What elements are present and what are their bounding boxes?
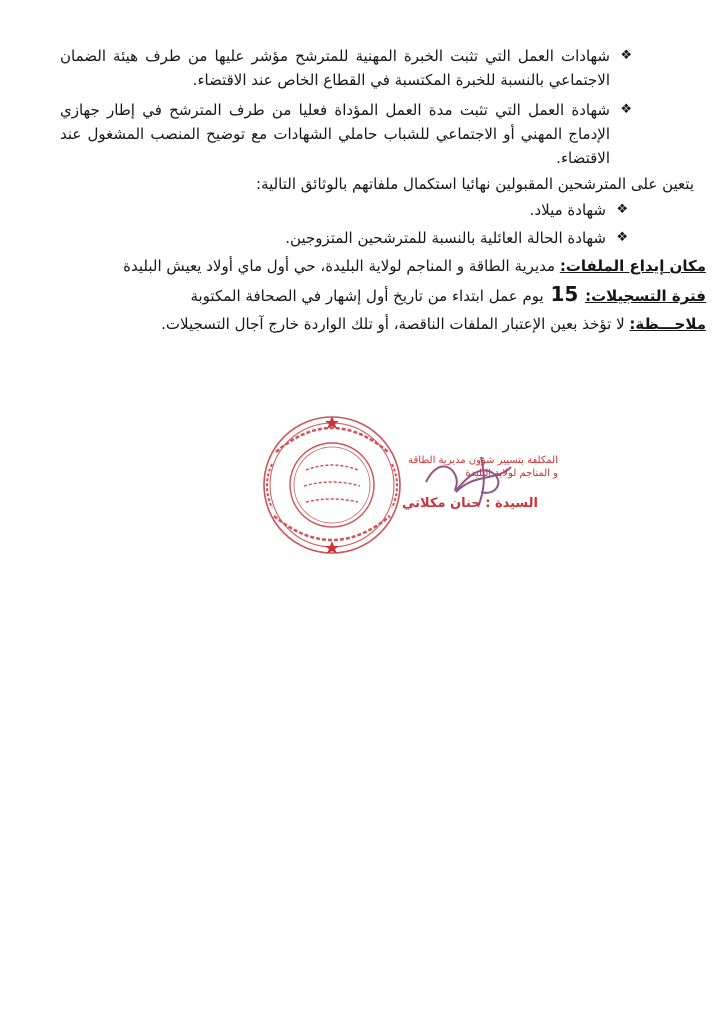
period-line [60, 282, 706, 308]
diamond-bullet-icon: ❖ [620, 102, 632, 117]
sub-bullet-text: شهادة الحالة العائلية بالنسبة للمترشحين المتزوجين. [285, 229, 606, 247]
bullet-text: شهادات العمل التي تثبت الخبرة المهنية للمترشح مؤشر عليها من طرف هيئة الضمان الاجتماعي بالنسبة للخبرة المكتسبة في القطاع الخاص عند الاقتضاء. [60, 47, 610, 89]
diamond-bullet-icon: ❖ [616, 230, 628, 245]
period-label: فترة التسجيلات: [585, 287, 706, 305]
period-value: يوم عمل ابتداء من تاريخ أول إشهار في الصحافة المكتوبة [190, 287, 544, 305]
official-stamp [256, 412, 556, 562]
bullet-item [60, 98, 636, 170]
sub-bullet-item [60, 226, 706, 250]
intro-paragraph: يتعين على المترشحين المقبولين نهائيا استكمال ملفاتهم بالوثائق التالية: [255, 175, 694, 193]
note-label: ملاحـــظة: [629, 315, 706, 333]
note-line [60, 312, 706, 336]
bullet-text: شهادة العمل التي تثبت مدة العمل المؤداة فعليا من طرف المترشح في إطار جهازي الإدماج المهني أو الاجتماعي للشباب حاملي الشهادات مع توضيح المنصب المشغول عند الاقتضاء. [60, 101, 610, 167]
period-number: 15 [550, 282, 579, 306]
document-body [60, 44, 706, 336]
diamond-bullet-icon: ❖ [620, 48, 632, 63]
signatory-title [398, 454, 558, 480]
deposit-line [60, 254, 706, 278]
signatory-name: السيدة : حنان مكلاتي [402, 496, 538, 511]
signatory-title-line-2: و المناجم لولاية البليدة [465, 468, 558, 479]
signatory-title-line-1: المكلفة بتسيير شؤون مديرية الطاقة [408, 455, 558, 466]
bullet-item [60, 44, 636, 92]
sub-bullet-item [60, 198, 706, 222]
deposit-label: مكان إيداع الملفات: [559, 257, 706, 275]
deposit-value: مديرية الطاقة و المناجم لولاية البليدة، حي أول ماي أولاد يعيش البليدة [123, 257, 556, 275]
diamond-bullet-icon: ❖ [616, 202, 628, 217]
sub-bullet-text: شهادة ميلاد. [529, 201, 606, 219]
note-value: لا تؤخذ بعين الإعتبار الملفات الناقصة، أو تلك الواردة خارج آجال التسجيلات. [161, 315, 625, 333]
